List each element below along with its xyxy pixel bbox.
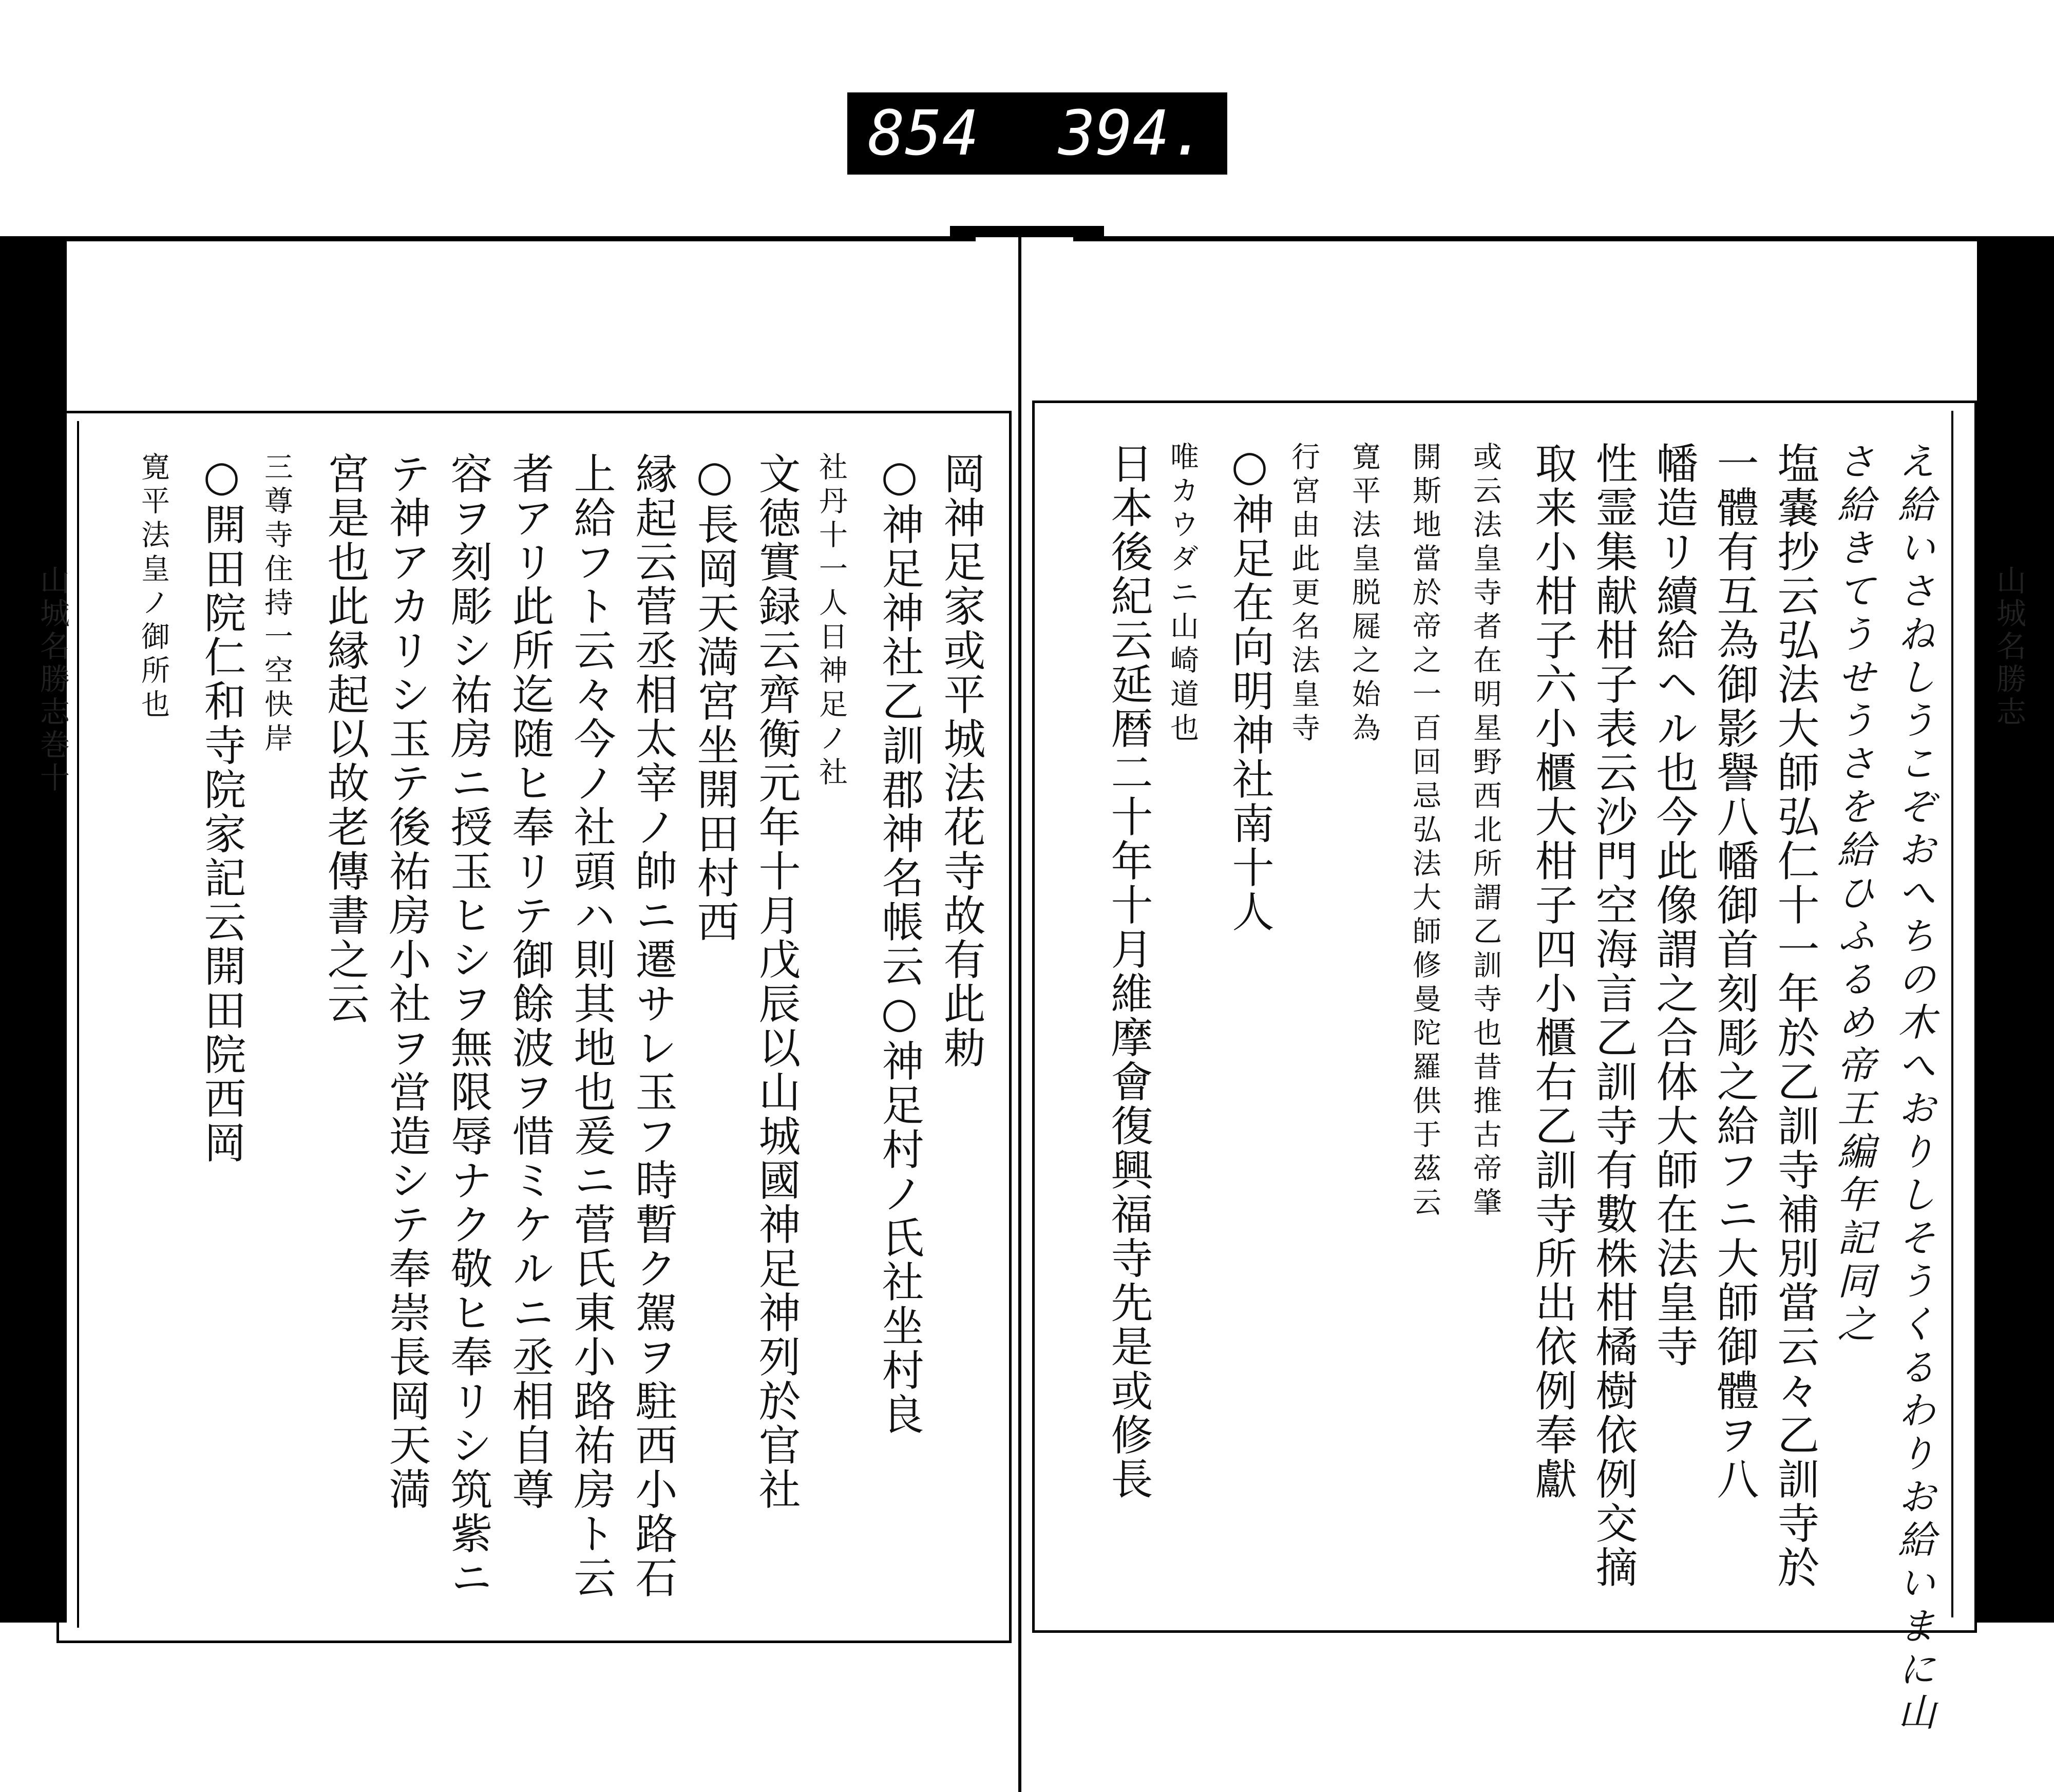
label-left-number: 854 <box>868 98 979 169</box>
right-page-edge <box>1977 236 2054 1623</box>
right-page-column: 開斯地當於帝之一百回忌弘法大師修曼陀羅供于茲云 <box>1408 442 1441 1221</box>
right-page-column: 幡造リ續給ヘル也今此像謂之合体大師在法皇寺 <box>1649 442 1698 1369</box>
left-page-column: 岡神足家或平城法花寺故有此勅 <box>937 452 985 1070</box>
right-page-column: 或云法皇寺者在明星野西北所謂乙訓寺也昔推古帝肇 <box>1469 442 1502 1221</box>
right-page-column: え給いさねしうこぞおへちの木へおりしそうくるわりお給いまに山 <box>1892 442 1936 1736</box>
right-page-column: 取来小柑子六小櫃大柑子四小櫃右乙訓寺所出依例奉獻 <box>1528 442 1577 1501</box>
label-right-number: 394. <box>1058 98 1207 169</box>
right-page-column: さ給きてうせうさを給ひふるめ帝王編年記同之 <box>1831 442 1875 1347</box>
archive-label <box>847 92 1227 175</box>
right-top-edge <box>1073 236 1998 241</box>
right-page-column: 行宮由此更名法皇寺 <box>1287 442 1320 747</box>
right-page-column: 塩嚢抄云弘法大師弘仁十一年於乙訓寺補別當云々乙訓寺於 <box>1771 442 1819 1590</box>
left-page-column: 社丹十一人日神足ノ社 <box>814 452 848 791</box>
left-page-column: ○長岡天満宮坐開田村西 <box>690 452 739 944</box>
left-page-column: 宮是也此縁起以故老傳書之云 <box>320 452 369 1026</box>
binding-tab <box>950 226 1104 237</box>
right-page-side-title: 山城名勝志 <box>1991 565 2026 729</box>
left-page-column: ○神足神社乙訓郡神名帳云○神足村ノ氏社坐村良 <box>875 452 924 1437</box>
left-page-column: 上給フト云々今ノ社頭ハ則其地也爰ニ菅氏東小路祐房ト云 <box>567 452 616 1600</box>
right-page-column: 性霊集献柑子表云沙門空海言乙訓寺有數株柑橘樹依例交摘 <box>1589 442 1638 1590</box>
left-page-column: 容ヲ刻彫シ祐房ニ授玉ヒシヲ無限辱ナク敬ヒ奉リシ筑紫ニ <box>444 452 492 1600</box>
right-page-column: 日本後紀云延暦二十年十月維摩會復興福寺先是或修長 <box>1104 442 1153 1501</box>
gutter-line <box>1018 226 1021 1792</box>
left-page-column: 者アリ此所迄随ヒ奉リテ御餘波ヲ惜ミケルニ丞相自尊 <box>505 452 554 1512</box>
left-page-column: ○開田院仁和寺院家記云開田院西岡 <box>197 452 246 1165</box>
right-page-column: 寛平法皇脱屣之始為 <box>1347 442 1381 747</box>
right-page-column: ○神足在向明神社南十人 <box>1225 442 1274 934</box>
left-page-column: 寛平法皇ノ御所也 <box>137 452 170 723</box>
left-page-side-title: 山城名勝志巻十 <box>35 565 70 795</box>
right-page-inner-rule <box>1951 411 1953 1617</box>
left-page-column: 文徳實録云齊衡元年十月戊辰以山城國神足神列於官社 <box>752 452 801 1512</box>
right-page-column: 一體有互為御影譽八幡御首刻彫之給フニ大師御體ヲ八 <box>1710 442 1759 1501</box>
left-page-column: 三尊寺住持一空快岸 <box>260 452 293 757</box>
left-page-column: テ神アカリシ玉テ後祐房小社ヲ営造シテ奉崇長岡天満 <box>382 452 431 1512</box>
right-page-column: 唯カウダニ山崎道也 <box>1166 442 1199 747</box>
left-page-column: 縁起云菅丞相太宰ノ帥ニ遷サレ玉フ時暫ク駕ヲ駐西小路石 <box>629 452 677 1600</box>
left-top-edge <box>0 236 976 241</box>
left-page-inner-rule <box>77 421 79 1628</box>
